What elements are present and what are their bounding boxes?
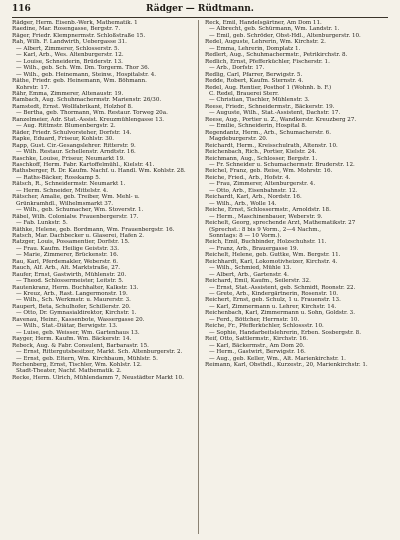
directory-entry: Rautenkranz, Herm. Buchhalter, Kalkstr. 13. [12,284,139,291]
directory-entry: Räbel, Wilh. Colonialw. Frauenbergerstr. 17. [12,213,139,220]
directory-entry: — Sophie, Handarbeitslehrerin, Erben. Sosbergstr. 8. [209,329,362,336]
directory-entry: Reiche, Ernst, Schlossermstr., Arnoldstr. 18. [205,207,331,214]
directory-entry: — Emma, Lehrerin, Domplatz 1. [209,45,301,52]
left-column [12,20,193,536]
directory-entry: Rathsberger, R. Dr. Kaufm. Nachf. u. Handl. Wm. Kohlstr. 28. [12,168,186,175]
directory-entry: — Emilie, Schneiderin, Hospital 8. [209,123,307,130]
directory-entry: — Karl, Arb., Wes. Altenburgerstr. 12. [16,52,124,59]
directory-entry: Redde, Robert, Kaufm. Sternstr. 4. [205,78,304,85]
directory-entry: Magdeburgerstr. 20. [209,136,268,143]
directory-entry: — Bertha, geb. Thormann, Wm. Restaur. Torweg 20a. [16,110,168,117]
directory-entry: (Sprechst.: 8 bis 9 Vorm., 2—4 Nachm., [209,226,322,233]
directory-entry: — Albrecht, geb. Schürmann, Wm. Landstr. 1. [209,26,340,33]
directory-entry: Rapke, Eduard, Friseur, Kohlstr. 30. [12,136,115,143]
directory-entry: Räthe, Friedr. geb. Heinemann, Wm. Böhmann. [12,78,147,85]
directory-entry: — Auguste, Wilh., Stat.-Assistent, Dachstr. 17. [209,110,341,117]
directory-entry: — Grete, Arb., Kindergärtnerin, Rosenstr. 10. [209,291,339,298]
directory-entry: — Emil, geb. Schröder, Obst-Hdl., Altenburgerstr. 10. [209,32,361,39]
directory-entry: — Karl, Bäckermstr., Am Dom 20. [209,342,305,349]
directory-entry: — Wilh., Schmied, Mühle 13. [209,265,292,272]
directory-entry: — Wilh., Stat.-Diätar, Berwigstr. 13. [16,323,118,330]
directory-entry: Rebeck, Aug. & Fabr. Consulent, Barbarastr. 15. [12,342,149,349]
directory-entry: Rauch, Alf. Arb., Alt. Marktstraße, 27. [12,265,121,272]
directory-entry: Reichenbach, Karl, Zimmermann u. Sohn, Goldstr. 3. [205,310,355,317]
directory-entry: Sonntags: 8 — 10 Vorm.). [209,232,282,239]
directory-entry: — Ernst, Rittergutsbesitzer, Markt. Sch. Altenburgerstr. 2. [16,349,183,356]
directory-entry: Ravenau, Heinr., Kassenbote, Wassergasse 20. [12,316,145,323]
directory-entry: — Herm. Schneider, Mittelstr. 4. [16,187,109,194]
directory-entry: Rähr, Emma, Zimmerer, Altenaustr. 19. [12,90,124,97]
directory-entry: Reiche, Fr., Pfefferküchler, Schlossstr. 10. [205,323,324,330]
page-header [12,4,388,16]
directory-entry: Raedine, Mar. Rosengasse, Bergstr. 7. [12,26,121,33]
directory-entry: Rah, Wilh. F. Landwirth, Uebergasse 31. [12,39,127,46]
directory-entry: — Ernst, Stat.-Assistent, geb. Schmidt, Roonstr. 22. [209,284,356,291]
directory-entry: Redlich, Ernst, Pfefferküchler, Fischerstr. 1. [205,58,330,65]
directory-entry: — Arb., Dorfstr. 17. [209,65,265,72]
directory-entry: Rätsch, R., Schneidermstr. Neumarkt 1. [12,181,126,188]
directory-entry: Stadt-Theater, Nachf. Mathematik. 2. [16,368,122,375]
directory-entry: Kohrstr. 17. [16,84,50,91]
directory-entry: Regendantz, Herm., Arb., Schumacherstr. 6. [205,129,332,136]
directory-entry: — Wilh., Arb., Wolle 14. [209,200,277,207]
directory-entry: Raschkoff, Herm. Fabr. Kartoffelmühl., Kielstr. 41. [12,161,155,168]
directory-entry: Reichert, Ernst, geb. Schulz, 1 u. Frauenstr. 13. [205,297,341,304]
directory-entry: — Louise, Schneiderin, Brüderstr. 13. [16,58,123,65]
directory-entry: Räthke, Helene, geb. Bordmann, Wm. Frauenbergstr. 16. [12,226,175,233]
directory-entry: — Fab. Lunkstr. 5. [16,220,68,227]
directory-entry: — Frau, Zimmerer, Altenburgerstr. 4. [209,181,316,188]
directory-entry: — Wilh., Sch. Werkmstr. u. Maurerstr. 3. [16,297,131,304]
directory-entry: — Aug., geb. Keller, Wm., Alt. Marienkirchstr. 1. [209,355,346,362]
directory-entry: Raschke, Louise, Friseur, Neumarkt 19. [12,155,125,162]
directory-entry: Raufer, Ernst, Gastwirth, Mühlenstr. 20. [12,271,127,278]
directory-entry: Reichard, Emil, Kaufm., Seilerstr. 32. [205,278,311,285]
directory-entry: — Herm., Gastwirt, Berwigstr. 16. [209,349,306,356]
directory-entry: — Frau. Kaufm. Heilige Geiststr. 33. [16,245,120,252]
directory-entry: Reichel, Franz, geb. Reise, Wm. Mohrstr. 16. [205,168,333,175]
directory-entry: Redel, Auguste, Lehrerin, Wm. Kirchstr. 2. [205,39,326,46]
directory-entry: Rau, Karl, Pferdemakler, Weberstr. 6. [12,258,119,265]
directory-entry: — Karl, Zimmermann u. Lehrer, Kirchstr. 14. [209,303,337,310]
directory-entry: — Theod. Schlossermeister, Leitstr. 5. [16,278,124,285]
directory-entry: — Wilh., geb. Schumacher, Wm. Stoverstr. 1. [16,207,144,214]
directory-entry: Grünkramhdl., Wilhelmsmarkt 37. [16,200,114,207]
directory-entry: — Luise, geb. Weisser, Wm. Gartenhaus 13. [16,329,140,336]
directory-entry: — Christian, Tischler, Mühlenstr. 3. [209,97,310,104]
directory-entry: — Albert, Zimmerer, Schlosserstr. 5. [16,45,120,52]
directory-entry: Rechenberg, Ernst, Tischler, Wm. Kohlstr. 12. [12,362,142,369]
directory-entry: Räder, Friedr. Schulvorsteher, Dorfstr. 14. [12,129,132,136]
page-number: 116 [12,4,31,14]
directory-entry: — Franz, Arb., Brauergasse 19. [209,245,299,252]
directory-entry: — Herm., Maschinenbauer, Weberstr. 9. [209,213,323,220]
directory-entry: Reichardt, Karl, Arb., Nordstr. 16. [205,194,302,201]
directory-entry: Reichhardt, Karl, Lokomotivheizer, Kirchstr. 4. [205,258,338,265]
right-column [205,20,388,536]
column-divider [198,20,199,534]
directory-entry: — Ernst, geb. Eltern, Wm. Kirchbaum, Mühlstr. 5. [16,355,158,362]
directory-entry: Reichenbach, Rich., Portier, Kielstr. 24. [205,149,317,156]
directory-entry: — Otto, Dr. Gymnasialdirektor, Kirchstr. 1. [16,310,137,317]
directory-entry: Redlig, Carl, Pfarrer, Berwigstr. 5. [205,71,303,78]
directory-entry: Recke, Herm. Ulrich, Mühlendamm 7, Neustädter Markt 10. [12,374,184,381]
directory-entry: Reich, Emil, Buchbinder, Holzschuhstr. 11. [205,239,327,246]
directory-entry: Reichelt, Helene, geb. Guttke, Wm. Bergstr. 11. [205,252,341,259]
directory-entry: Rätscher, Amalie, geb. Treiber, Wm. Mehl- u. [12,194,140,201]
directory-entry: Reese, Friedr., Schneidermstr., Bäckerstr. 19. [205,103,335,110]
directory-entry: — Ferd., Böttcher, Herrnstr. 10. [209,316,300,323]
directory-entry: — Wilh., geb. Sch. Wm. Dm. Torgerm. Thor 36. [16,65,150,72]
directory-entry: Ramstedt, Ernst. Wollfabrikant, Holzhof 8. [12,103,133,110]
directory-entry: — Marie, Zimmerer, Brückenstr. 16. [16,252,119,259]
directory-entry: Redel, Aug. Rentier, Posthof 1 (Wohnh. b. F.) [205,84,332,91]
directory-entry: Reese, Aug., Portier u. Z., Wandkerstr. Kreuzberg 27. [205,116,357,123]
header-rule [12,17,388,18]
directory-entry: Ratsch, Mar. Dachbecker u. Glaserei, Hafen 2. [12,232,145,239]
directory-entry: Rädger, Herm. Eisenb.-Werk, Mathematik. 1 [12,20,138,26]
directory-entry: — Wilh., geb. Heinemann, Steinw., Hospitalstr. 4. [16,71,157,78]
directory-entry: Raupert, Beta, Schulhofer, Schillerstr. 20. [12,303,131,310]
directory-entry: Reichmann, Aug., Schlosser, Bergstr. 1. [205,155,318,162]
directory-entry: Reiche, Fried., Arb., Hofstr. 4. [205,174,291,181]
directory-entry: Reck, Emil, Handelsgärtner, Am Dom 11. [205,20,322,26]
directory-entry: Rambach, Aug. Schuhmachermstr. Marienstr. 26/30. [12,97,162,104]
directory-entry: — Wilh. Restaur. Schellenstr. Arndtstr. 16. [16,149,136,156]
directory-entry: Reimann, Karl, Obsthdl., Kurzestr., 20, Marienkirchstr. 1. [205,362,368,369]
directory-entry: — Fr. Schneider u. Schumachermstr. Bruderstr. 12. [209,161,355,168]
directory-entry: — Albert, Arb., Gartenstr. 4. [209,271,289,278]
directory-entry: Rayger, Herm. Kaufm. Wm. Bäckerstr. 14. [12,336,132,343]
directory-entry: Ratzger, Louis, Possamentier, Dorfstr. 15. [12,239,130,246]
directory-entry: — Aug. Rittmstr. Blumenbergstr. 2. [16,123,116,130]
directory-entry: — Otto, Arb., Eisenbahnstr. 12. [209,187,298,194]
directory-entry: Reif, Otto, Sattlermstr., Kirchstr. 16. [205,336,309,343]
directory-entry: Ranzelmeier, Adr. Stat.-Assist. Kreuzmühlengasse 13. [12,116,165,123]
directory-entry: Rapp, Gust. Cir.-Gesangslehrer. Ritterstr. 9. [12,142,136,149]
directory-entry: Räger, Friedr. Klempnermstr. Schloßstraße 15. [12,32,146,39]
directory-entry: — Raths-Bäcker, Rosskamp 5. [16,174,101,181]
directory-entry: Reichardt, Herm., Kreisschulrath, Altenstr. 10. [205,142,338,149]
directory-entry: Reichelt, Georg, sprechende Arzt, Mathematikstr. 27 [205,220,356,227]
running-title: Rädger — Rüdtmann. [146,4,254,14]
directory-entry: C. Redel, Brauerei Sterr. [209,90,279,97]
directory-entry: Redlert, Aug., Schuhmachermstr., Petrikirchstr. 8. [205,52,348,59]
directory-entry: — Kreuz, Arb., Rast. Langermonstr. 19. [16,291,128,298]
